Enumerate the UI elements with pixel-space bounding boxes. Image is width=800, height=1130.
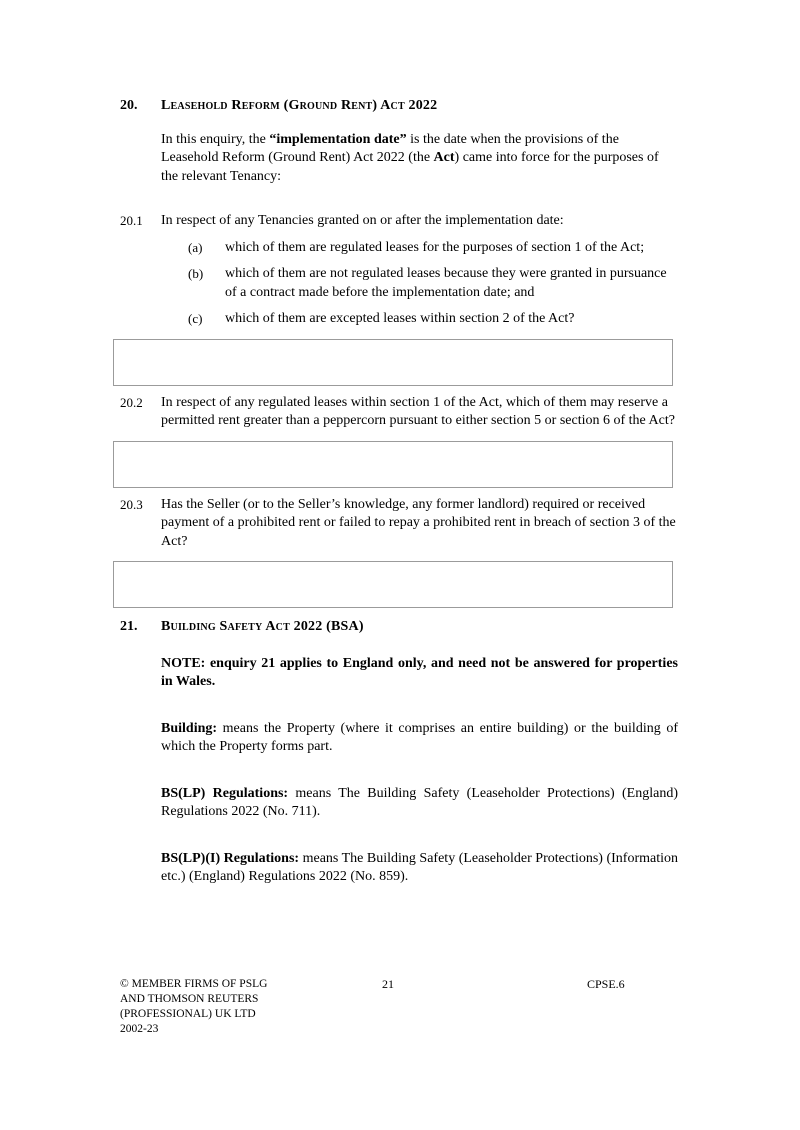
act-term: Act [433,150,455,165]
definition-building-row [120,720,678,757]
footer-copyright-line-4: 2002-23 [120,1023,159,1035]
definition-bslp-row [120,785,678,822]
definition-building: Building: means the Property (where it comprises an entire building) or the building of which the Property forms part. [161,720,678,754]
section-20-heading-row [120,97,678,116]
enquiry-20-3-row [120,496,678,552]
section-20-number: 20. [120,98,138,113]
definition-bslpi-term: BS(LP)(I) Regulations: [161,850,300,866]
footer-doc-ref: CPSE.6 [587,977,625,991]
enquiry-20-3-number: 20.3 [120,496,143,512]
page-footer [120,977,680,1037]
section-20-intro-row [120,131,678,187]
enquiry-20-3-question: Has the Seller (or to the Seller’s knowledge, any former landlord) required or received payment of a prohibited rent or failed to repay a prohibited rent in breach of section 3 of the Act? [161,496,676,549]
definition-bslp: BS(LP) Regulations: means The Building Safety (Leaseholder Protections) (England) Regulations 2022 (No. 711). [161,785,678,819]
answer-box-20-3[interactable] [113,561,673,608]
answer-box-20-2[interactable] [113,441,673,488]
footer-copyright-line-1: © MEMBER FIRMS OF PSLG [120,978,268,990]
subitem-b-label: (b) [188,266,204,281]
definition-bslpi: BS(LP)(I) Regulations: means The Building Safety (Leaseholder Protections) (Information etc.) (England) Regulations 2022 (No. 859). [161,850,678,884]
enquiry-20-1-question: In respect of any Tenancies granted on or after the implementation date: [161,213,564,228]
enquiry-20-1-subitem-b [188,265,678,302]
enquiry-20-2-number: 20.2 [120,394,143,410]
definition-bslpi-row [120,850,678,887]
definition-bslp-term: BS(LP) Regulations: [161,785,289,801]
subitem-a-label: (a) [188,239,203,255]
enquiry-20-2-question: In respect of any regulated leases within section 1 of the Act, which of them may reserve a permitted rent greater than a peppercorn pursuant to either section 5 or section 6 of the Act? [161,394,675,428]
subitem-c-text: which of them are excepted leases within section 2 of the Act? [225,311,575,326]
subitem-b-text: which of them are not regulated leases because they were granted in pursuance of a contract made before the implementation date; and [225,266,667,300]
section-21-note-row [120,655,678,692]
footer-page-number: 21 [382,977,394,991]
section-21-number: 21. [120,619,138,634]
footer-copyright [120,977,340,1037]
enquiry-20-1-subitem-c [188,310,678,329]
section-20-intro: In this enquiry, the “implementation date” is the date when the provisions of the Leasehold Reform (Ground Rent) Act 2022 (the Act) came into force for the purposes of the relevant Tenancy: [161,131,659,184]
section-20-title: Leasehold Reform (Ground Rent) Act 2022 [161,98,438,113]
definition-building-term: Building: [161,720,218,736]
enquiry-20-1-subitem-a [188,239,678,258]
section-21-title: Building Safety Act 2022 (BSA) [161,619,364,634]
subitem-c-label: (c) [188,311,203,326]
footer-copyright-line-3: (PROFESSIONAL) UK LTD [120,1008,256,1020]
implementation-date-term: “implementation date” [269,131,407,147]
enquiry-20-1-number: 20.1 [120,213,143,228]
section-21-note: NOTE: enquiry 21 applies to England only, and need not be answered for properties in Wales. [161,655,678,689]
footer-copyright-line-2: AND THOMSON REUTERS [120,993,259,1005]
answer-box-20-1[interactable] [113,339,673,386]
section-21-heading-row [120,618,678,637]
enquiry-20-1-row [120,212,678,329]
subitem-a-text: which of them are regulated leases for the purposes of section 1 of the Act; [225,239,645,255]
enquiry-20-2-row [120,394,678,431]
